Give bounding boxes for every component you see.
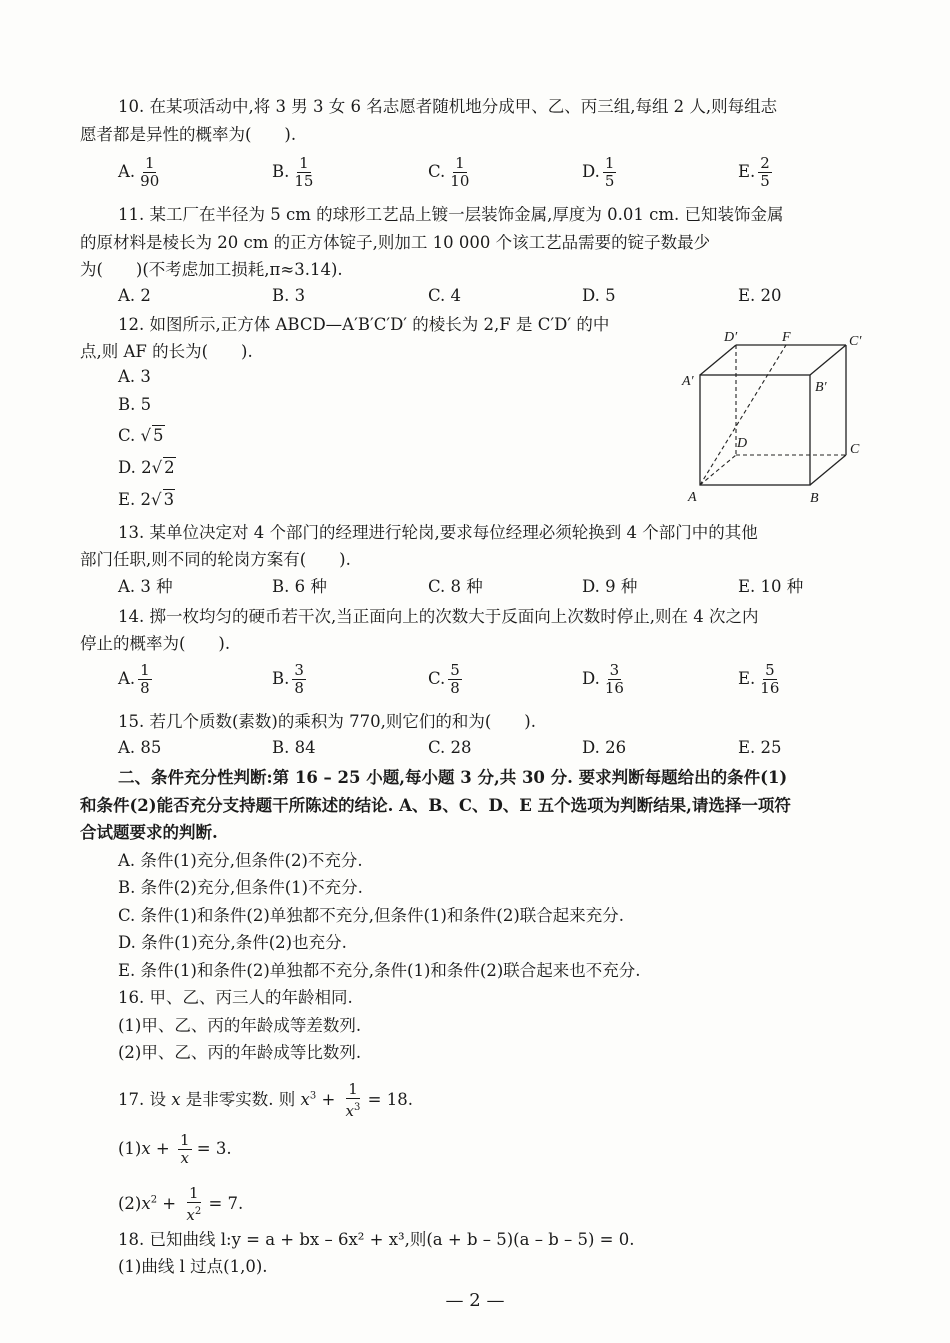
judgement-choice-b: B. 条件(2)充分,但条件(1)不充分. (118, 878, 363, 897)
q12-stem-line1: 12. 如图所示,正方体 ABCD—A′B′C′D′ 的棱长为 2,F 是 C′D′ 的中 (118, 315, 610, 334)
q14-option-c[interactable]: C. $\frac{5}{8}$ (428, 661, 460, 697)
q10-option-a[interactable]: A. $\frac{1}{90}$ (118, 154, 160, 190)
q13-option-a[interactable]: A. 3 种 (118, 577, 173, 596)
section2-heading-line3: 合试题要求的判断. (80, 823, 218, 842)
q11-stem-line1: 11. 某工厂在半径为 5 cm 的球形工艺品上镀一层装饰金属,厚度为 0.01 cm. 已知装饰金属 (118, 205, 784, 224)
label-d-prime: D′ (724, 330, 738, 345)
q14-stem-line2: 停止的概率为( ). (80, 634, 231, 653)
q13-option-b[interactable]: B. 6 种 (272, 577, 327, 596)
q12-option-c[interactable]: C. √ 5 (118, 426, 164, 445)
label-b: B (810, 491, 819, 506)
q12-option-a[interactable]: A. 3 (118, 367, 151, 386)
q11-stem-line3: 为( )(不考虑加工损耗,π≈3.14). (80, 260, 343, 279)
q12-option-d[interactable]: D. 2√ 2 (118, 458, 175, 477)
section2-heading-line1: 二、条件充分性判断:第 16 – 25 小题,每小题 3 分,共 30 分. 要求判断每题给出的条件(1) (118, 768, 788, 787)
q15-option-b[interactable]: B. 84 (272, 738, 316, 757)
q15-option-c[interactable]: C. 28 (428, 738, 472, 757)
q13-option-d[interactable]: D. 9 种 (582, 577, 638, 596)
q15-option-d[interactable]: D. 26 (582, 738, 627, 757)
q15-stem: 15. 若几个质数(素数)的乘积为 770,则它们的和为( ). (118, 712, 536, 731)
q16-condition-2: (2)甲、乙、丙的年龄成等比数列. (118, 1043, 362, 1062)
label-d: D (737, 436, 748, 451)
judgement-choice-d: D. 条件(1)充分,条件(2)也充分. (118, 933, 347, 952)
label-b-prime: B′ (815, 380, 827, 395)
q15-option-e[interactable]: E. 25 (738, 738, 782, 757)
q10-option-c[interactable]: C. $\frac{1}{10}$ (428, 154, 470, 190)
q11-option-c[interactable]: C. 4 (428, 286, 462, 305)
q17-condition-1: (1)x + $\frac{1}{x}$ = 3. (118, 1131, 232, 1167)
q10-stem-line1: 10. 在某项活动中,将 3 男 3 女 6 名志愿者随机地分成甲、乙、丙三组,每组 2 人,则每组志 (118, 97, 778, 116)
cube-hidden-ad (700, 455, 736, 485)
judgement-choice-c: C. 条件(1)和条件(2)单独都不充分,但条件(1)和条件(2)联合起来充分. (118, 906, 625, 925)
q11-stem-line2: 的原材料是棱长为 20 cm 的正方体锭子,则加工 10 000 个该工艺品需要的锭子数最少 (80, 233, 711, 252)
q16-stem: 16. 甲、乙、丙三人的年龄相同. (118, 988, 353, 1007)
page-number: — 2 — (445, 1290, 505, 1311)
q13-option-c[interactable]: C. 8 种 (428, 577, 483, 596)
label-a-prime: A′ (682, 374, 694, 389)
q17-condition-2: $(2)x^2$ + $\frac{1}{x^2}$ = 7. (118, 1184, 244, 1224)
label-f: F (782, 330, 791, 345)
judgement-choice-a: A. 条件(1)充分,但条件(2)不充分. (118, 851, 363, 870)
cube-edge-bb (810, 345, 846, 375)
judgement-choice-e: E. 条件(1)和条件(2)单独都不充分,条件(1)和条件(2)联合起来也不充分. (118, 961, 641, 980)
q17-stem: 17. 设 x 是非零实数. 则 $x^3$ + $\frac{1}{x^3}$ = 18. (118, 1080, 413, 1120)
q14-option-e[interactable]: E. $\frac{5}{16}$ (738, 661, 780, 697)
q10-stem-line2: 愿者都是异性的概率为( ). (80, 125, 297, 144)
q12-option-b[interactable]: B. 5 (118, 395, 152, 414)
q11-option-b[interactable]: B. 3 (272, 286, 306, 305)
label-c: C (850, 442, 860, 457)
cube-hidden-af (700, 345, 786, 485)
cube-edge-aa (700, 345, 736, 375)
q11-option-a[interactable]: A. 2 (118, 286, 151, 305)
q13-stem-line2: 部门任职,则不同的轮岗方案有( ). (80, 550, 351, 569)
q16-condition-1: (1)甲、乙、丙的年龄成等差数列. (118, 1016, 362, 1035)
q12-option-e[interactable]: E. 2√ 3 (118, 490, 175, 509)
q12-stem-line2: 点,则 AF 的长为( ). (80, 342, 253, 361)
q13-option-e[interactable]: E. 10 种 (738, 577, 804, 596)
cube-front-face (700, 375, 810, 485)
q11-option-d[interactable]: D. 5 (582, 286, 616, 305)
q10-option-b[interactable]: B. $\frac{1}{15}$ (272, 154, 314, 190)
q18-stem: 18. 已知曲线 l:y = a + bx – 6x² + x³,则(a + b – 5)(a – b – 5) = 0. (118, 1230, 635, 1249)
q18-condition-1: (1)曲线 l 过点(1,0). (118, 1257, 268, 1276)
q11-option-e[interactable]: E. 20 (738, 286, 782, 305)
cube-edge-bc (810, 455, 846, 485)
q10-option-e[interactable]: E. $\frac{2}{5}$ (738, 154, 770, 190)
label-a: A (688, 490, 697, 505)
q15-option-a[interactable]: A. 85 (118, 738, 162, 757)
q14-option-a[interactable]: A. $\frac{1}{8}$ (118, 661, 150, 697)
q14-stem-line1: 14. 掷一枚均匀的硬币若干次,当正面向上的次数大于反面向上次数时停止,则在 4 次之内 (118, 607, 759, 626)
q14-option-b[interactable]: B. $\frac{3}{8}$ (272, 661, 304, 697)
label-c-prime: C′ (849, 334, 862, 349)
q13-stem-line1: 13. 某单位决定对 4 个部门的经理进行轮岗,要求每位经理必须轮换到 4 个部门中的其他 (118, 523, 758, 542)
q14-option-d[interactable]: D. $\frac{3}{16}$ (582, 661, 624, 697)
q10-option-d[interactable]: D. $\frac{1}{5}$ (582, 154, 615, 190)
section2-heading-line2: 和条件(2)能否充分支持题干所陈述的结论. A、B、C、D、E 五个选项为判断结果,请选择一项符 (80, 796, 791, 815)
cube-figure (678, 325, 868, 510)
